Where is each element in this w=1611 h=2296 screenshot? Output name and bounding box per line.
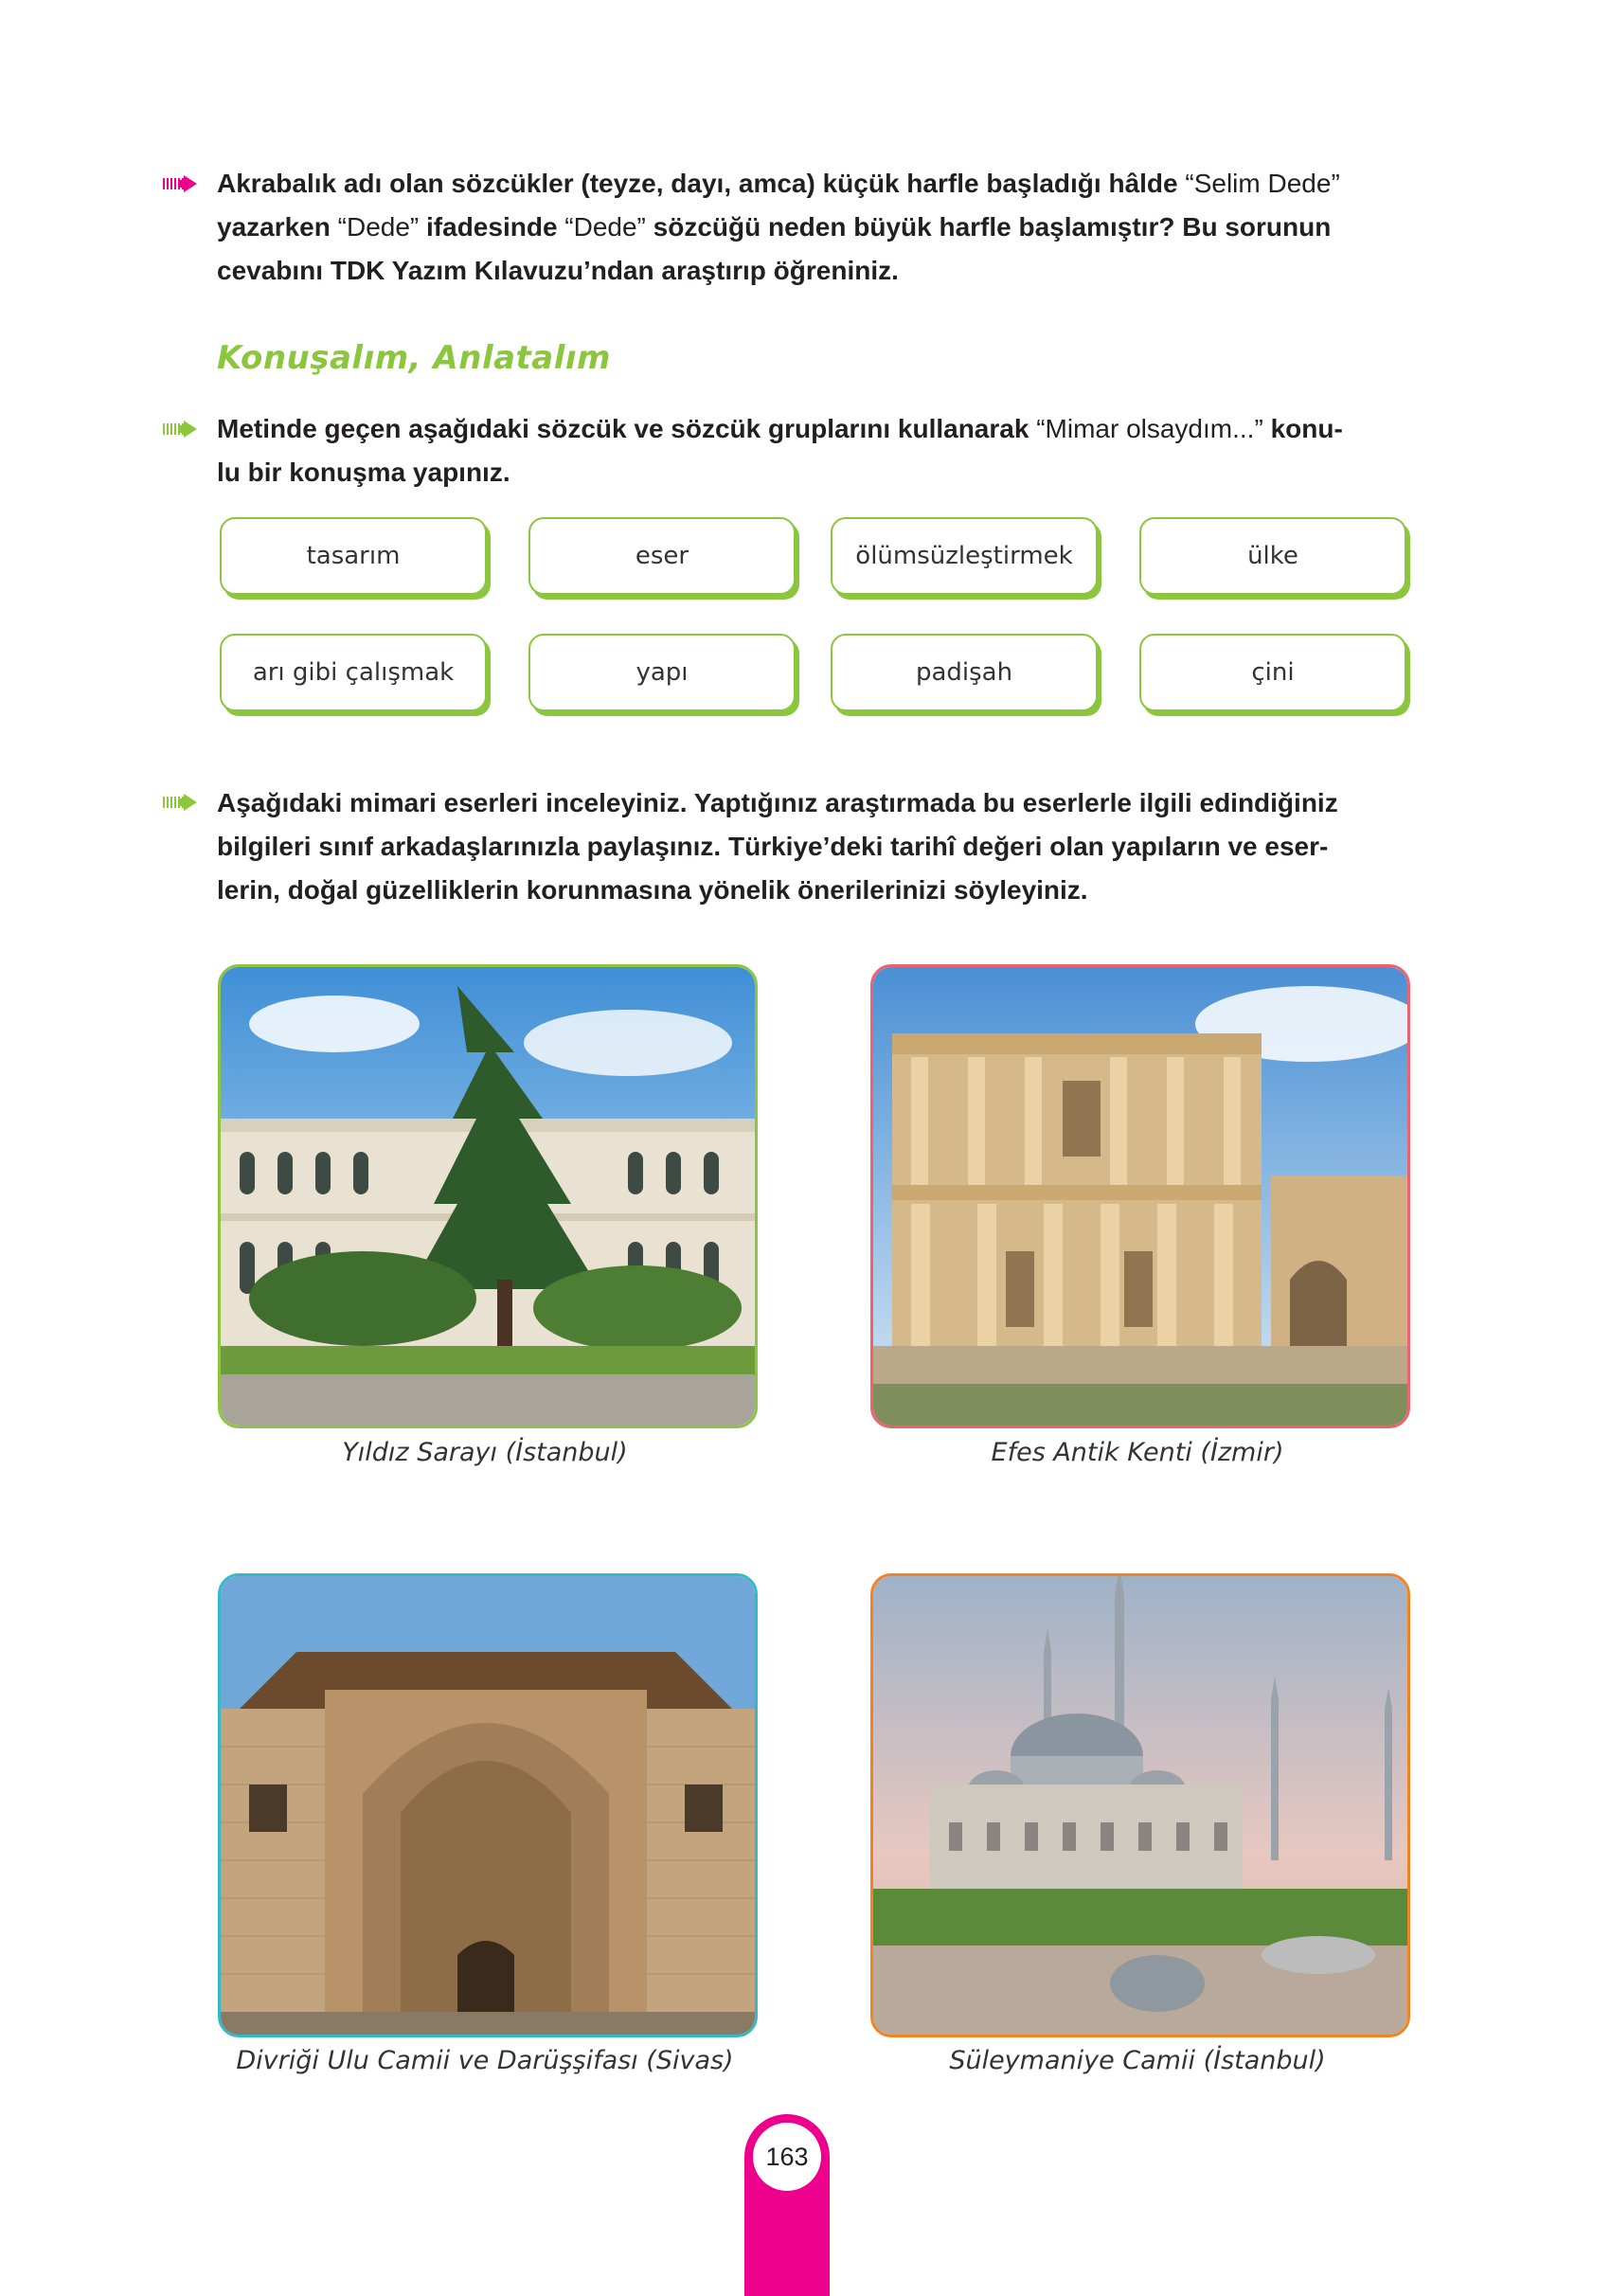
q2-text: Metinde geçen aşağıdaki sözcük ve sözcük gruplarını kullanarak	[217, 414, 1029, 443]
q2-text: lu bir konuşma yapınız.	[217, 457, 510, 487]
word-box: eser	[528, 517, 796, 595]
q1-text: ifadesinde	[426, 212, 558, 242]
photo-caption: Divriği Ulu Camii ve Darüşşifası (Sivas)	[236, 2046, 734, 2075]
photo-ephesus	[870, 964, 1410, 1428]
photo-caption: Efes Antik Kenti (İzmir)	[991, 1438, 1284, 1467]
q2-quote: “Mimar olsaydım...”	[1029, 414, 1271, 443]
green-arrow-bullet-icon	[163, 794, 201, 811]
photo-caption: Süleymaniye Camii (İstanbul)	[949, 2046, 1326, 2075]
word-box: çini	[1139, 634, 1406, 711]
section-title: Konuşalım, Anlatalım	[217, 339, 611, 377]
q2-text: konu-	[1270, 414, 1343, 443]
photo-suleymaniye	[870, 1573, 1410, 2037]
word-box: arı gibi çalışmak	[220, 634, 487, 711]
word-box: ölümsüzleştirmek	[831, 517, 1098, 595]
q1-text: Akrabalık adı olan sözcükler (teyze, dayı, amca) küçük harfle başladığı hâlde	[217, 169, 1178, 198]
page-number: 163	[753, 2123, 821, 2191]
q3-line: bilgileri sınıf arkadaşlarınızla paylaşınız. Türkiye’deki tarihî değeri olan yapıların ve eser-	[217, 832, 1329, 861]
q1-text: sözcüğü neden büyük harfle başlamıştır? Bu sorunun	[653, 212, 1332, 242]
question-3	[217, 781, 1420, 912]
q1-text: cevabını TDK Yazım Kılavuzu’ndan araştırıp öğreniniz.	[217, 256, 899, 285]
pink-arrow-bullet-icon	[163, 175, 201, 192]
q1-quote: “Dede”	[330, 212, 427, 242]
word-box: padişah	[831, 634, 1098, 711]
word-box: tasarım	[220, 517, 487, 595]
photo-yildiz-palace	[218, 964, 758, 1428]
q1-quote: “Dede”	[557, 212, 653, 242]
q3-line: lerin, doğal güzelliklerin korunmasına yönelik önerilerinizi söyleyiniz.	[217, 875, 1088, 905]
green-arrow-bullet-icon	[163, 421, 201, 438]
question-2	[217, 407, 1420, 494]
word-box: yapı	[528, 634, 796, 711]
photo-caption: Yıldız Sarayı (İstanbul)	[342, 1438, 628, 1467]
question-1	[217, 162, 1420, 293]
word-box: ülke	[1139, 517, 1406, 595]
q1-text: yazarken	[217, 212, 331, 242]
q3-line: Aşağıdaki mimari eserleri inceleyiniz. Yaptığınız araştırmada bu eserlerle ilgili edindiğiniz	[217, 788, 1338, 817]
q1-quote: “Selim Dede”	[1177, 169, 1340, 198]
photo-divrigi	[218, 1573, 758, 2037]
